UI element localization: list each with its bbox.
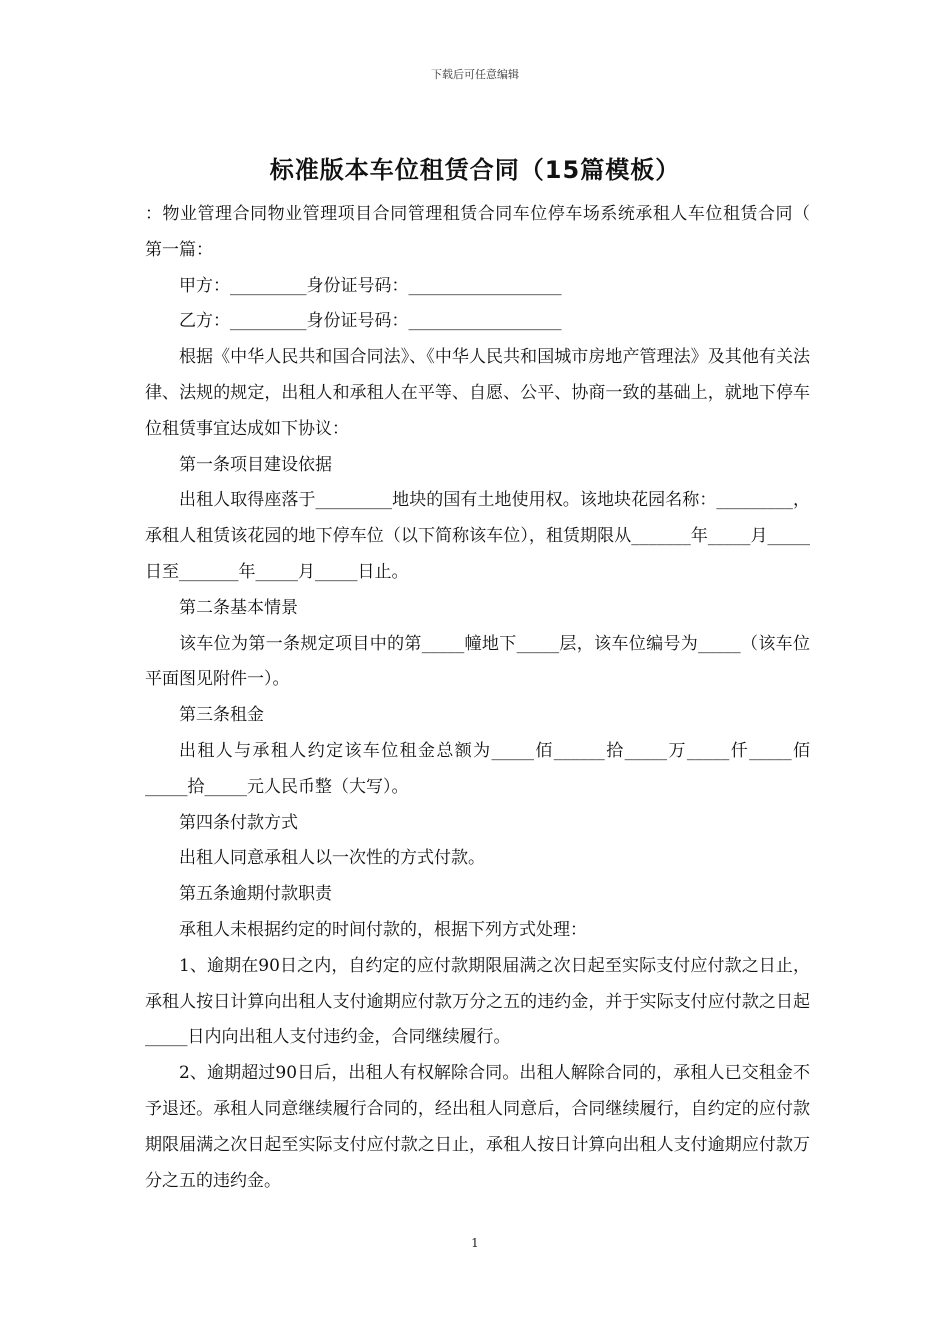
header-note: 下载后可任意编辑 xyxy=(431,68,519,81)
article-2-heading: 第二条基本情景 xyxy=(179,597,298,618)
document-body xyxy=(145,197,810,1199)
page-number: 1 xyxy=(471,1236,479,1250)
article-3-heading: 第三条租金 xyxy=(179,705,264,726)
article-4-heading: 第四条付款方式 xyxy=(179,812,298,833)
legal-basis-paragraph: 根据《中华人民共和国合同法》、《中华人民共和国城市房地产管理法》及其他有关法律、法规的规定，出租人和承租人在平等、自愿、公平、协商一致的基础上，就地下停车位租赁事宜达成如下协议： xyxy=(145,347,810,439)
party-a-line: 甲方：_________身份证号码：__________________ xyxy=(179,275,562,296)
article-1-body: 出租人取得座落于_________地块的国有土地使用权。该地块花园名称：_________，承租人租赁该花园的地下停车位（以下简称该车位），租赁期限从_______年_____月_____日至_______年_____月_____日止。 xyxy=(145,490,810,582)
article-3-body: 出租人与承租人约定该车位租金总额为_____佰______拾_____万_____仟_____佰_____拾_____元人民币整（大写）。 xyxy=(145,740,810,797)
article-5-item-1: 1、逾期在90日之内，自约定的应付款期限届满之次日起至实际支付应付款之日止，承租人按日计算向出租人支付逾期应付款万分之五的违约金，并于实际支付应付款之日起_____日内向出租人支付违约金，合同继续履行。 xyxy=(145,955,810,1048)
article-5-heading: 第五条逾期付款职责 xyxy=(179,884,332,905)
article-4-body: 出租人同意承租人以一次性的方式付款。 xyxy=(179,848,485,869)
party-b-line: 乙方：_________身份证号码：__________________ xyxy=(179,311,562,332)
article-1-heading: 第一条项目建设依据 xyxy=(179,454,332,475)
article-5-intro: 承租人未根据约定的时间付款的，根据下列方式处理： xyxy=(179,919,587,940)
intro-paragraph: ：物业管理合同物业管理项目合同管理租赁合同车位停车场系统承租人车位租赁合同（ 第一篇： xyxy=(145,204,810,260)
article-5-item-2: 2、逾期超过90日后，出租人有权解除合同。出租人解除合同的，承租人已交租金不予退还。承租人同意继续履行合同的，经出租人同意后，合同继续履行，自约定的应付款期限届满之次日起至实际支付应付款之日止，承租人按日计算向出租人支付逾期应付款万分之五的违约金。 xyxy=(145,1063,810,1191)
article-2-body: 该车位为第一条规定项目中的第_____幢地下_____层，该车位编号为_____（该车位平面图见附件一）。 xyxy=(145,633,810,690)
document-title: 标准版本车位租赁合同（15篇模板） xyxy=(269,156,681,184)
